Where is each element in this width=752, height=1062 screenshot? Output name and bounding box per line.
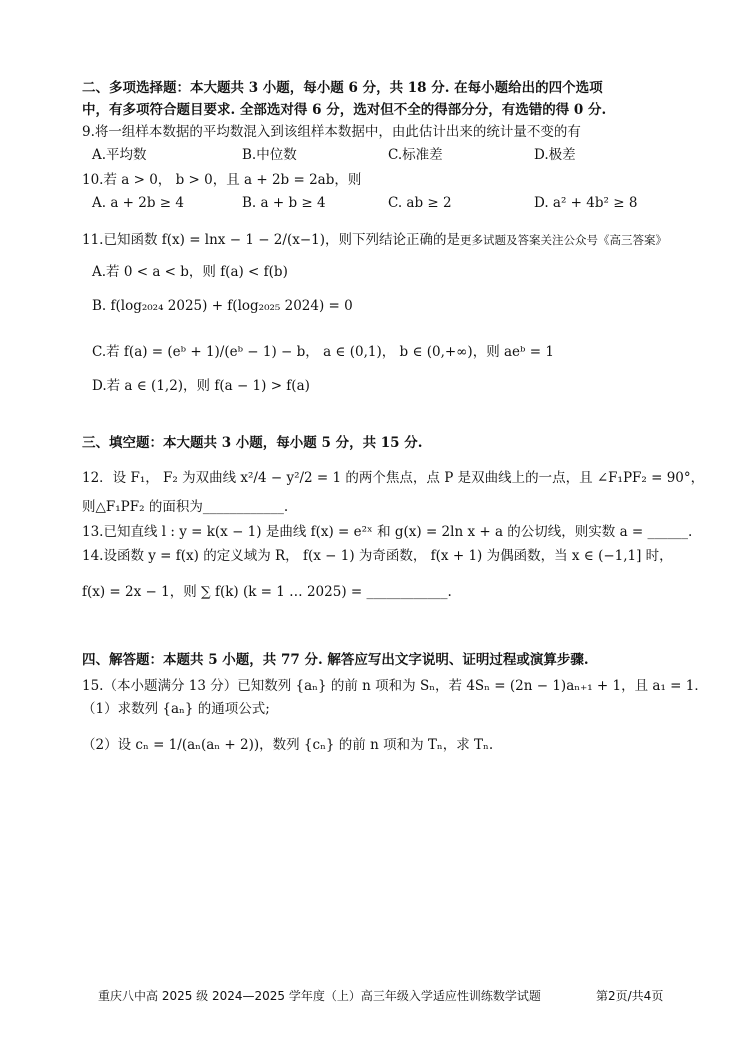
q9-option-a: A.平均数 — [92, 147, 147, 163]
q11-watermark-note: 更多试题及答案关注公众号《高三答案》 — [460, 233, 667, 247]
q10-options — [92, 193, 692, 213]
section4-heading: 四、解答题：本题共 5 小题，共 77 分. 解答应写出文字说明、证明过程或演算步骤. — [82, 652, 589, 668]
footer-page-number: 第2页/共4页 — [596, 989, 664, 1003]
q12-line2: 则△F₁PF₂ 的面积为____________. — [82, 499, 289, 515]
q11-stem-line — [82, 230, 682, 250]
q10-option-c: C. ab ≥ 2 — [388, 195, 452, 211]
q9-option-d: D.极差 — [534, 147, 576, 163]
section2-heading-line1: 二、多项选择题：本大题共 3 小题，每小题 6 分，共 18 分. 在每小题给出的四个选项 — [82, 80, 603, 96]
footer-title: 重庆八中高 2025 级 2024—2025 学年度（上）高三年级入学适应性训练数学试题 — [98, 989, 541, 1003]
q10-option-b: B. a + b ≥ 4 — [242, 195, 326, 211]
q11-option-a: A.若 0 < a < b，则 f(a) < f(b) — [92, 264, 288, 280]
q10-option-d: D. a² + 4b² ≥ 8 — [534, 195, 638, 211]
q10-option-a: A. a + 2b ≥ 4 — [92, 195, 184, 211]
q9-option-b: B.中位数 — [242, 147, 297, 163]
q9-stem: 9.将一组样本数据的平均数混入到该组样本数据中，由此估计出来的统计量不变的有 — [82, 124, 581, 140]
q12-line1: 12．设 F₁， F₂ 为双曲线 x²/4 − y²/2 = 1 的两个焦点，点 P 是双曲线上的一点，且 ∠F₁PF₂ = 90°， — [82, 470, 705, 486]
section3-heading: 三、填空题：本大题共 3 小题，每小题 5 分，共 15 分. — [82, 435, 423, 451]
q11-option-b: B. f(log₂₀₂₄ 2025) + f(log₂₀₂₅ 2024) = 0 — [92, 298, 353, 314]
q14-line1: 14.设函数 y = f(x) 的定义域为 R， f(x − 1) 为奇函数， f(x + 1) 为偶函数，当 x ∈ (−1,1] 时， — [82, 548, 673, 564]
q15-line1: 15.（本小题满分 13 分）已知数列 {aₙ} 的前 n 项和为 Sₙ，若 4Sₙ = (2n − 1)aₙ₊₁ + 1，且 a₁ = 1． — [82, 678, 708, 694]
q15-part1: （1）求数列 {aₙ} 的通项公式; — [82, 701, 270, 717]
q9-option-c: C.标准差 — [388, 147, 443, 163]
q13-line: 13.已知直线 l : y = k(x − 1) 是曲线 f(x) = e²ˣ 和 g(x) = 2ln x + a 的公切线，则实数 a = ______. — [82, 524, 693, 540]
q11-option-d: D.若 a ∈ (1,2)，则 f(a − 1) > f(a) — [92, 378, 310, 394]
q11-option-c: C.若 f(a) = (eᵇ + 1)/(eᵇ − 1) − b， a ∈ (0,1)， b ∈ (0,+∞)，则 aeᵇ = 1 — [92, 344, 554, 360]
q10-stem: 10.若 a > 0， b > 0，且 a + 2b = 2ab，则 — [82, 172, 362, 188]
q15-part2: （2）设 cₙ = 1/(aₙ(aₙ + 2))，数列 {cₙ} 的前 n 项和为 Tₙ，求 Tₙ. — [82, 737, 494, 753]
section2-heading-line2: 中，有多项符合题目要求. 全部选对得 6 分，选对但不全的得部分分，有选错的得 0 分. — [82, 102, 607, 118]
q11-stem: 11.已知函数 f(x) = lnx − 1 − 2/(x−1)，则下列结论正确的是 — [82, 232, 460, 248]
q14-line2: f(x) = 2x − 1，则 ∑ f(k) (k = 1 … 2025) = ____________. — [82, 584, 452, 600]
q9-options — [92, 145, 692, 165]
